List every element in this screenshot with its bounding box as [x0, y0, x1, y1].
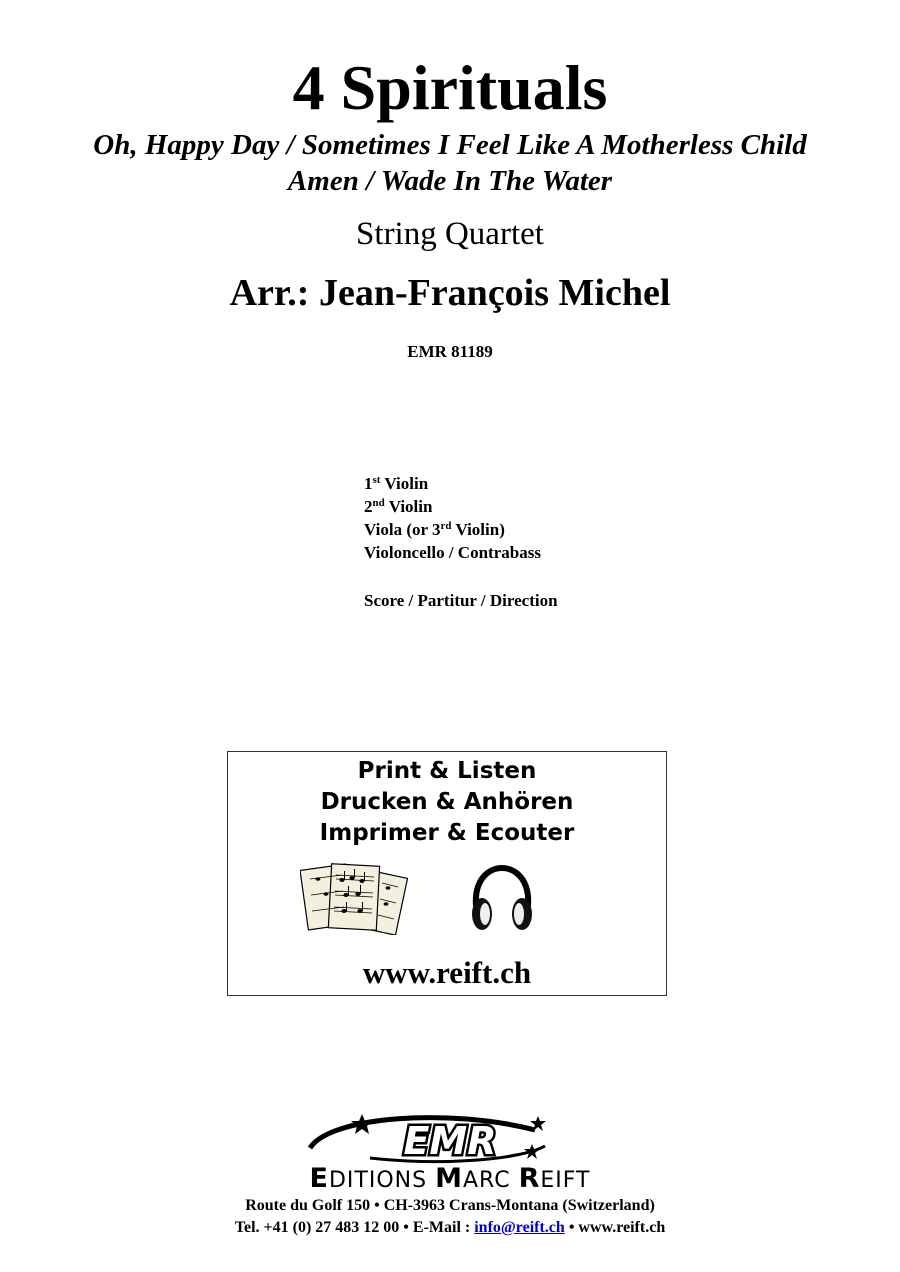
title: 4 Spirituals	[292, 52, 608, 123]
publisher-name: EDITIONS MARC REIFT	[309, 1163, 591, 1194]
headphones-icon	[468, 864, 536, 936]
svg-text:EMR: EMR	[403, 1119, 497, 1163]
promo-url[interactable]: www.reift.ch	[362, 955, 532, 990]
part-cello-bass: Violoncello / Contrabass	[364, 543, 541, 562]
catalog-number: EMR 81189	[407, 342, 493, 361]
part-viola: Viola (or 3rd Violin)	[364, 520, 505, 539]
print-listen-box	[227, 751, 667, 996]
sheet-music-icon	[300, 859, 412, 935]
promo-line-1: Print & Listen	[357, 758, 537, 784]
part-violin-1: 1st Violin	[364, 474, 429, 493]
email-link[interactable]: info@reift.ch	[474, 1219, 565, 1236]
promo-line-2: Drucken & Anhören	[320, 789, 574, 815]
part-violin-2: 2nd Violin	[364, 497, 433, 516]
parts-list	[364, 472, 541, 564]
subtitle-line-1: Oh, Happy Day / Sometimes I Feel Like A Motherless Child	[93, 129, 807, 161]
publisher-address: Route du Golf 150 • CH-3963 Crans-Montana (Switzerland)	[245, 1197, 655, 1214]
instrumentation: String Quartet	[356, 216, 544, 252]
publisher-contact: Tel. +41 (0) 27 483 12 00 • E-Mail : info@reift.ch • www.reift.ch	[234, 1219, 666, 1236]
promo-line-3: Imprimer & Ecouter	[319, 820, 575, 846]
subtitle-line-2: Amen / Wade In The Water	[287, 165, 613, 197]
score-label: Score / Partitur / Direction	[364, 591, 558, 610]
emr-logo	[300, 1108, 600, 1168]
arranger: Arr.: Jean-François Michel	[229, 272, 671, 314]
